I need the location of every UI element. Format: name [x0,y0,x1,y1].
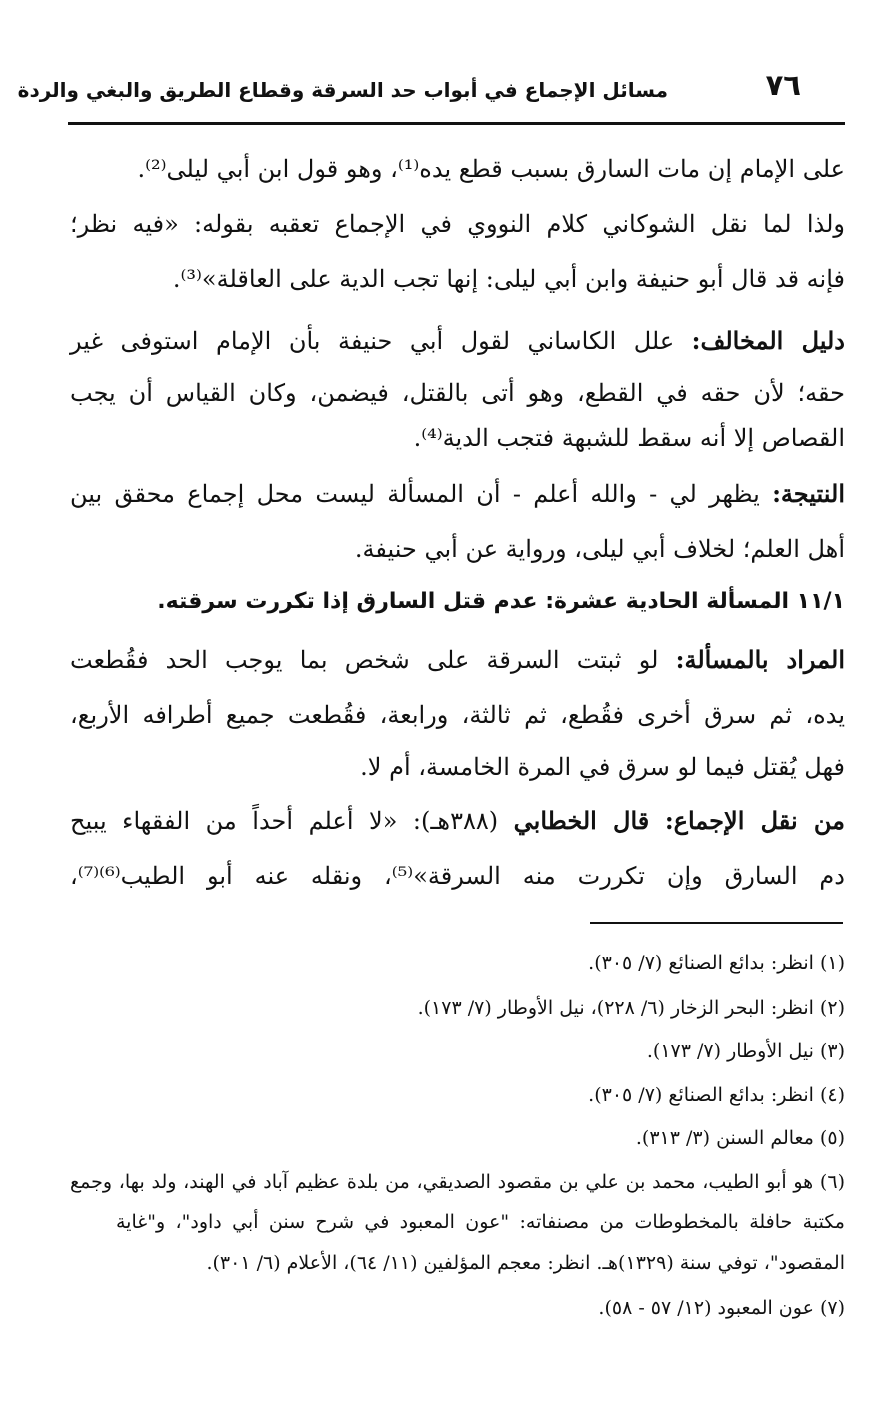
consensus-label: من نقل الإجماع: [664,806,846,835]
footnote-4: (٤) انظر: بدائع الصنائع (٧/ ٣٠٥). [588,1084,845,1106]
body-line-3: فإنه قد قال أبو حنيفة وابن أبي ليلى: إنها تجب الدية على العاقلة»⁽³⁾. [172,265,845,293]
footnote-2: (٢) انظر: البحر الزخار (٦/ ٢٢٨)، نيل الأوطار (٧/ ١٧٣). [417,997,845,1019]
body-line-6: القصاص إلا أنه سقط للشبهة فتجب الدية⁽⁴⁾. [413,424,845,452]
body-line-7 [70,474,845,514]
footnote-rule [590,922,843,924]
body-line-13 [70,801,845,841]
header-rule [68,122,845,125]
body-line-5: حقه؛ لأن حقه في القطع، وهو أتى بالقتل، فيضمن، وكان القياس أن يجب [70,379,845,407]
dissent-label: دليل المخالف: [691,326,845,355]
running-title: مسائل الإجماع في أبواب حد السرقة وقطاع الطريق والبغي والردة [17,78,668,102]
meaning-label: المراد بالمسألة: [675,645,845,674]
body-line-4 [70,321,845,361]
body-line-2: ولذا لما نقل الشوكاني كلام النووي في الإجماع تعقبه بقوله: «فيه نظر؛ [70,210,845,238]
footnote-5: (٥) معالم السنن (٣/ ٣١٣). [635,1127,845,1149]
body-line-12: فهل يُقتل فيما لو سرق في المرة الخامسة، أم لا. [360,753,845,781]
khattabi-label: قال الخطابي [513,806,650,835]
footnote-3: (٣) نيل الأوطار (٧/ ١٧٣). [646,1040,845,1062]
body-line-14: دم السارق وإن تكررت منه السرقة»⁽⁵⁾، ونقله عنه أبو الطيب⁽⁶⁾⁽⁷⁾، [70,862,845,890]
consensus-text: (٣٨٨هـ): «لا أعلم أحداً من الفقهاء يبيح [70,807,514,835]
footnote-6-line-3: المقصود"، توفي سنة (١٣٢٩)هـ. انظر: معجم المؤلفين (١١/ ٦٤)، الأعلام (٦/ ٣٠١). [206,1252,845,1274]
issue-heading: ١١/١ المسألة الحادية عشرة: عدم قتل السارق إذا تكررت سرقته. [157,589,845,614]
result-label: النتيجة: [772,479,845,508]
body-line-11: يده، ثم سرق أخرى فقُطع، ثم ثالثة، ورابعة، فقُطعت جميع أطرافه الأربع، [70,701,845,729]
page-number: ٧٦ [765,68,801,102]
body-line-8: أهل العلم؛ لخلاف أبي ليلى، ورواية عن أبي حنيفة. [354,535,845,563]
body-line-10 [70,640,845,680]
footnote-6-line-2: مكتبة حافلة بالمخطوطات من مصنفاته: "عون المعبود في شرح سنن أبي داود"، و"غاية [116,1211,845,1233]
body-line-1: على الإمام إن مات السارق بسبب قطع يده⁽¹⁾، وهو قول ابن أبي ليلى⁽²⁾. [137,155,845,183]
meaning-text: لو ثبتت السرقة على شخص بما يوجب الحد فقُطعت [70,646,676,674]
result-text: يظهر لي - والله أعلم - أن المسألة ليست محل إجماع محقق بين [70,480,773,508]
footnote-6-line-1: (٦) هو أبو الطيب، محمد بن علي بن مقصود الصديقي، من بلدة عظيم آباد في الهند، ولد بها، وجمع [70,1171,845,1193]
dissent-text: علل الكاساني لقول أبي حنيفة بأن الإمام استوفى غير [70,327,692,355]
footnote-7: (٧) عون المعبود (١٢/ ٥٧ - ٥٨). [598,1297,845,1319]
footnote-1: (١) انظر: بدائع الصنائع (٧/ ٣٠٥). [588,952,845,974]
